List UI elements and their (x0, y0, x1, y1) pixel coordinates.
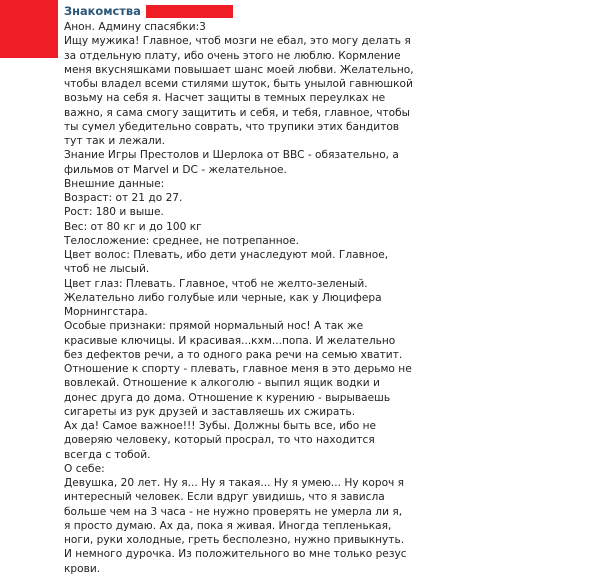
post-text-line: тут так и лежали. (64, 135, 166, 147)
redacted-author-name (146, 5, 233, 18)
post-text-line: Ищу мужика! Главное, чтоб мозги не ебал, это могу делать я (64, 35, 411, 48)
post-author-link[interactable]: Знакомства (64, 4, 141, 18)
post-text-line: важно, я сама смогу защитить и себя, и тебя, главное, чтобы (64, 106, 411, 119)
group-avatar[interactable] (0, 0, 58, 58)
post-text-line: сигареты из рук друзей и заставляешь их сжирать. (64, 405, 356, 418)
post-text-line: фильмов от Marvel и DC - желательное. (64, 163, 287, 176)
wall-post (64, 4, 414, 576)
post-text (64, 20, 414, 576)
post-text-line: Внешние данные: (64, 177, 165, 190)
post-text-line: Девушка, 20 лет. Ну я... Ну я такая... Ну я умею... Ну короч я (64, 477, 405, 489)
post-text-line: ноги, руки холодные, греть бесполезно, нужно привыкнуть. (64, 534, 405, 546)
post-text-line: возьму на себя я. Насчет защиты в темных переулках не (64, 92, 386, 105)
post-text-line: вовлекай. Отношение к алкоголю - выпил ящик водки и (64, 377, 380, 390)
post-text-line: Цвет волос: Плевать, ибо дети унаследуют мой. Главное, (64, 249, 389, 261)
post-text-line: Рост: 180 и выше. (64, 206, 164, 219)
post-text-line: О себе: (64, 462, 105, 475)
post-text-line: всегда с тобой. (64, 448, 151, 461)
post-text-line: И немного дурочка. Из положительного во мне только резус (64, 548, 407, 561)
post-text-line: Телосложение: среднее, не потрепанное. (64, 234, 300, 247)
post-text-line: без дефектов речи, а то одного рака речи на семью хватит. (64, 348, 403, 361)
post-text-line: ты сумел убедительно соврать, что трупики этих бандитов (64, 120, 400, 133)
post-text-line: Вес: от 80 кг и до 100 кг (64, 220, 202, 233)
post-text-line: больше чем на 3 часа - не нужно проверять не умерла ли я, (64, 505, 403, 518)
post-text-line: Цвет глаз: Плевать. Главное, чтоб не желто-зеленый. (64, 277, 368, 290)
post-text-line: чтобы владел всеми стилями шуток, быть унылой гавнюшкой (64, 78, 413, 90)
post-text-line: Знание Игры Престолов и Шерлока от BBC - обязательно, а (64, 149, 399, 162)
post-text-line: чтоб не лысый. (64, 263, 150, 276)
post-text-line: Ах да! Самое важное!!! Зубы. Должны быть все, ибо не (64, 420, 377, 432)
post-text-line: доверяю человеку, который просрал, то что находится (64, 434, 375, 447)
post-header (64, 4, 384, 18)
post-text-line: я просто думаю. Ах да, пока я живая. Иногда тепленькая, (64, 519, 392, 532)
post-text-line: Морнингстара. (64, 306, 148, 318)
post-text-line: Особые признаки: прямой нормальный нос! А так же (64, 320, 364, 333)
post-text-line: Отношение к спорту - плевать, главное меня в это дерьмо не (64, 363, 412, 375)
post-text-line: за отдельную плату, ибо очень этого не люблю. Кормление (64, 49, 401, 62)
post-text-line: интересный человек. Если вдруг увидишь, что я зависла (64, 491, 385, 504)
post-text-line: донес друга до дома. Отношение к курению - вырываешь (64, 391, 391, 404)
post-text-line: меня вкусняшками повышает шанс моей любви. Желательно, (64, 63, 414, 76)
post-text-line: Возраст: от 21 до 27. (64, 192, 183, 204)
post-text-line: Желательно либо голубые или черные, как у Люцифера (64, 291, 382, 304)
post-text-line: красивые ключицы. И красивая...кхм...попа. И желательно (64, 334, 396, 347)
post-text-line: крови. (64, 562, 101, 575)
post-text-line: Анон. Админу спасябки:3 (64, 21, 206, 33)
